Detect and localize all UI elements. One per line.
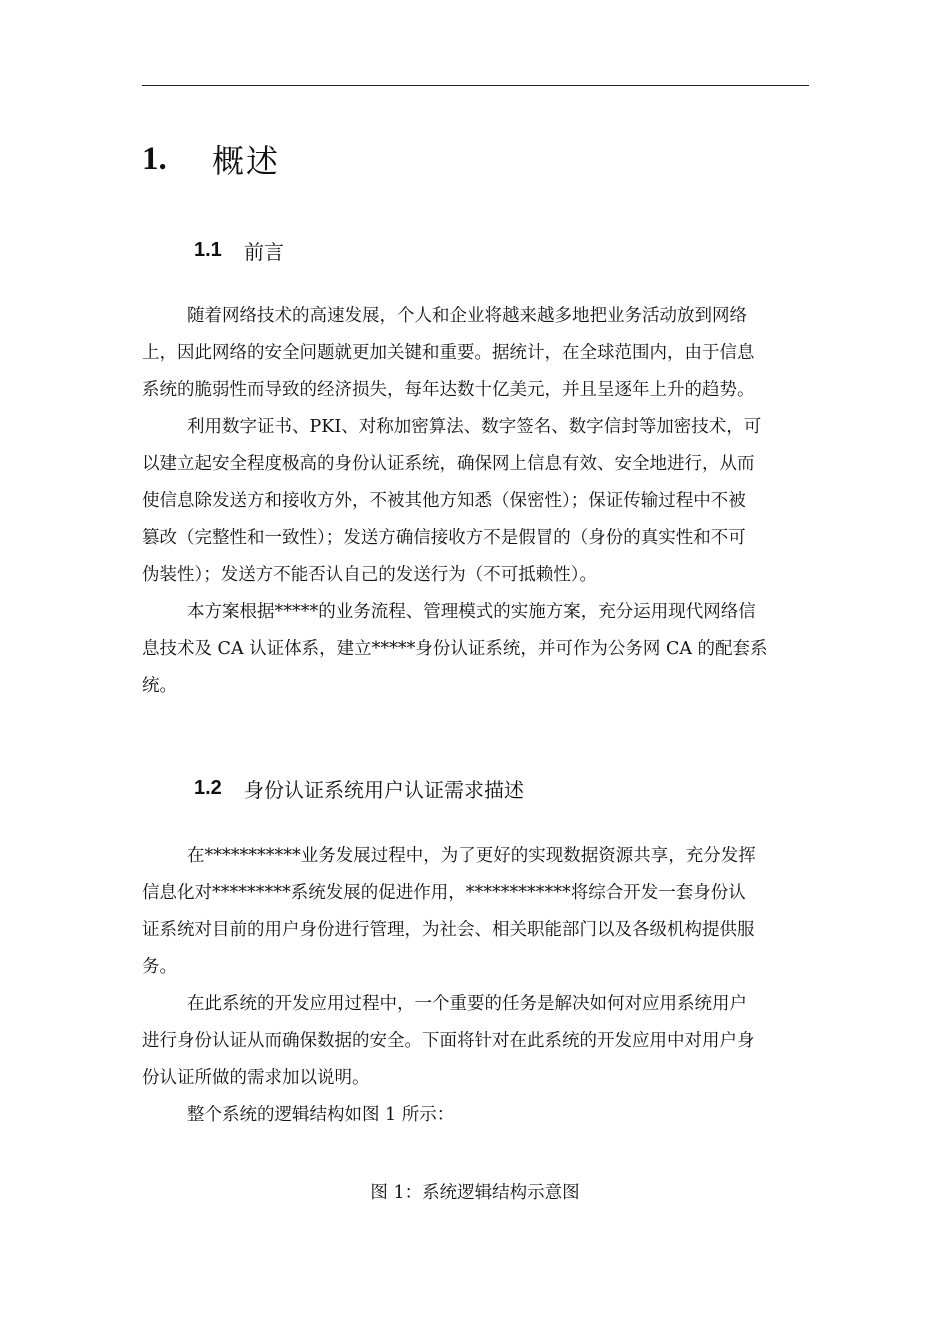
text-line: 进行身份认证从而确保数据的安全。下面将针对在此系统的开发应用中对用户身 <box>142 1031 755 1051</box>
text-line: 证系统对目前的用户身份进行管理，为社会、相关职能部门以及各级机构提供服 <box>142 920 755 940</box>
text-line: 在此系统的开发应用过程中，一个重要的任务是解决如何对应用系统用户 <box>187 994 747 1014</box>
subsection-title: 身份认证系统用户认证需求描述 <box>244 777 524 802</box>
text-line: 伪装性）；发送方不能否认自己的发送行为（不可抵赖性）。 <box>142 565 597 585</box>
text-line: 息技术及 CA 认证体系，建立*****身份认证系统，并可作为公务网 CA 的配套系 <box>142 639 768 659</box>
text-line: 利用数字证书、PKI、对称加密算法、数字签名、数字信封等加密技术，可 <box>187 417 762 437</box>
section-heading <box>142 135 280 183</box>
text-line: 统。 <box>142 676 177 696</box>
text-line: 系统的脆弱性而导致的经济损失，每年达数十亿美元，并且呈逐年上升的趋势。 <box>142 380 755 400</box>
text-line: 本方案根据*****的业务流程、管理模式的实施方案，充分运用现代网络信 <box>187 602 756 622</box>
text-line: 以建立起安全程度极高的身份认证系统，确保网上信息有效、安全地进行，从而 <box>142 454 755 474</box>
subsection-1-2-body <box>142 838 810 1134</box>
subsection-heading-1-2 <box>194 772 524 804</box>
text-line: 上，因此网络的安全问题就更加关键和重要。据统计，在全球范围内，由于信息 <box>142 343 755 363</box>
text-line: 使信息除发送方和接收方外，不被其他方知悉（保密性）；保证传输过程中不被 <box>142 491 746 511</box>
subsection-heading-1-1 <box>194 234 284 266</box>
header-rule <box>142 85 809 86</box>
subsection-1-1-body <box>142 298 810 705</box>
text-line: 随着网络技术的高速发展，个人和企业将越来越多地把业务活动放到网络 <box>187 306 747 326</box>
text-line: 份认证所做的需求加以说明。 <box>142 1068 370 1088</box>
figure-caption: 图 1：系统逻辑结构示意图 <box>370 1183 580 1203</box>
text-line: 务。 <box>142 957 177 977</box>
text-line: 在***********业务发展过程中，为了更好的实现数据资源共享，充分发挥 <box>187 846 756 866</box>
text-line: 篡改（完整性和一致性）；发送方确信接收方不是假冒的（身份的真实性和不可 <box>142 528 746 548</box>
subsection-title: 前言 <box>244 239 284 264</box>
section-number: 1. <box>142 140 167 177</box>
section-title: 概述 <box>212 142 281 180</box>
subsection-number: 1.1 <box>194 238 222 261</box>
subsection-number: 1.2 <box>194 776 222 799</box>
text-line: 信息化对*********系统发展的促进作用，************将综合开发一套身份认 <box>142 883 746 903</box>
text-line: 整个系统的逻辑结构如图 1 所示： <box>187 1105 455 1125</box>
